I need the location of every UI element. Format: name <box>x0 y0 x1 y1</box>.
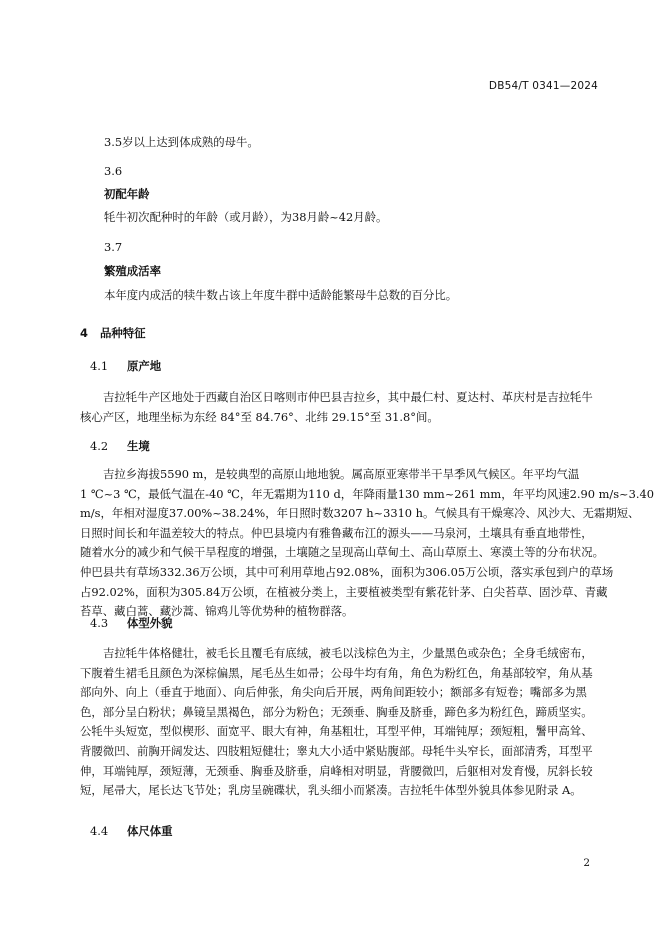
paragraph-line: 1 ℃~3 ℃，最低气温在-40 ℃，年无霜期为110 d，年降雨量130 mm~261 mm，年平均风速2.90 m/s~3.40 <box>80 486 654 501</box>
section-4-4-title: 体尺体重 <box>127 824 173 838</box>
section-4-1-number: 4.1 <box>90 359 109 373</box>
paragraph-line: 伸，耳端钝厚，颈短薄，无颈垂、胸垂及脐垂，肩峰相对明显，背腰微凹，后躯相对发育慢，尻斜长较 <box>80 763 593 778</box>
section-4-3-number: 4.3 <box>90 616 109 630</box>
section-4-1-title: 原产地 <box>127 359 162 373</box>
section-4-number: 4 <box>80 326 88 340</box>
page-number: 2 <box>583 857 590 869</box>
section-4-3-title: 体型外貌 <box>127 616 173 630</box>
paragraph-line: 背腰微凹、前胸开阔发达、四肢粗短健壮；睾丸大小适中紧贴腹部。母牦牛头窄长，面部清秀，耳型平 <box>80 743 593 758</box>
continuation-text: 3.5岁以上达到体成熟的母牛。 <box>104 135 259 149</box>
paragraph-line: 下腹着生裙毛且颜色为深棕偏黑，尾毛丛生如帚；公母牛均有角，角色为粉红色，角基部较窄，角从基 <box>80 665 593 680</box>
paragraph-line: 吉拉乡海拔5590 m，是较典型的高原山地地貌。属高原亚寒带半干旱季风气候区。年平均气温 <box>103 467 580 481</box>
paragraph-line: 吉拉牦牛产区地处于西藏自治区日喀则市仲巴县吉拉乡，其中最仁村、夏达村、革庆村是吉拉牦牛 <box>103 390 593 404</box>
paragraph-line: 日照时间长和年温差较大的特点。仲巴县境内有雅鲁藏布江的源头——马泉河，土壤具有垂直地带性， <box>80 525 593 540</box>
paragraph-line: 苔草、藏白蒿、藏沙蒿、锦鸡儿等优势种的植物群落。 <box>80 604 354 619</box>
section-4-2-number: 4.2 <box>90 439 109 453</box>
paragraph-line: 短，尾帚大，尾长达飞节处；乳房呈碗碟状，乳头细小而紧凑。吉拉牦牛体型外貌具体参见附录 A。 <box>80 783 582 798</box>
paragraph-line: 随着水分的减少和气候干旱程度的增强，土壤随之呈现高山草甸土、高山草原土、寒漠土等的分布状况。 <box>80 545 604 560</box>
section-4-title: 品种特征 <box>100 326 146 340</box>
paragraph-line: 部向外、向上（垂直于地面）、向后伸张，角尖向后开展，两角间距较小；额部多有短卷；嘴部多为黑 <box>80 685 587 700</box>
term-3-6-number: 3.6 <box>104 164 123 178</box>
section-4-2-body <box>80 465 654 622</box>
section-4-2-title: 生境 <box>127 439 150 453</box>
paragraph-line: 吉拉牦牛体格健壮，被毛长且覆毛有底绒，被毛以浅棕色为主，少量黑色或杂色；全身毛绒密布， <box>103 646 593 660</box>
document-id-header: DB54/T 0341—2024 <box>488 80 598 92</box>
paragraph-line: m/s，年相对湿度37.00%~38.24%，年日照时数3207 h~3310 h。气候具有干燥寒冷、风沙大、无霜期短、 <box>80 506 640 521</box>
section-4-4-number: 4.4 <box>90 824 109 838</box>
section-4-3-body <box>80 644 600 801</box>
term-3-6-definition: 牦牛初次配种时的年龄（或月龄），为38月龄~42月龄。 <box>104 210 388 224</box>
paragraph-line: 仲巴县共有草场332.36万公顷，其中可利用草地占92.08%，面积为306.05万公顷，落实承包到户的草场 <box>80 564 614 579</box>
term-3-6-title: 初配年龄 <box>104 187 150 201</box>
term-3-7-definition: 本年度内成活的犊牛数占该上年度牛群中适龄能繁母牛总数的百分比。 <box>104 288 458 302</box>
paragraph-line: 占92.02%，面积为305.84万公顷，在植被分类上，主要植被类型有紫花针茅、白尖苔草、固沙草、青藏 <box>80 584 608 599</box>
paragraph-line: 色，部分呈白粉状；鼻镜呈黑褐色，部分为粉色；无颈垂、胸垂及脐垂，蹄色多为粉红色，蹄质坚实。 <box>80 704 593 719</box>
paragraph-line: 公牦牛头短宽，型似楔形、面宽平、眼大有神，角基粗壮，耳型平伸，耳端钝厚；颈短粗，鬐甲高耸、 <box>80 724 593 739</box>
section-4-1-body <box>80 388 600 427</box>
paragraph-line: 核心产区，地理坐标为东经 84°至 84.76°、北纬 29.15°至 31.8°间。 <box>80 409 439 424</box>
term-3-7-number: 3.7 <box>104 240 123 254</box>
term-3-7-title: 繁殖成活率 <box>104 264 161 278</box>
